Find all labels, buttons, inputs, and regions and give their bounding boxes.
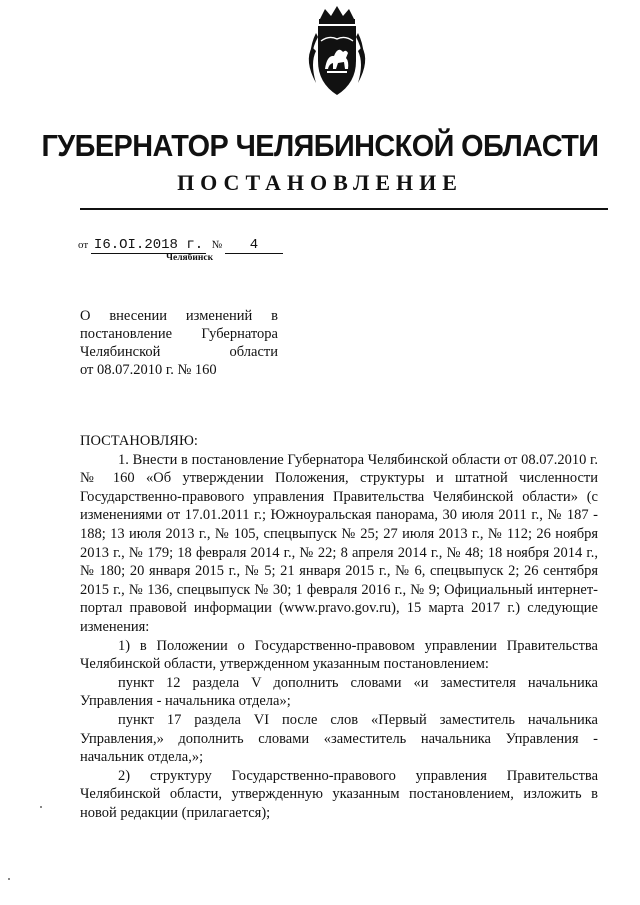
header-divider [80,208,608,210]
subject-line: Челябинской области [80,344,278,360]
coat-of-arms-icon [294,3,380,103]
date-prefix: от [78,239,89,251]
scan-speck [40,806,42,808]
document-body [80,432,598,822]
body-paragraph: 1. Внести в постановление Губернатора Челябинской области от 08.07.2010 г. № 160 «Об утверждении Положения, структуры и штатной численности Государственно-правового управления Правительства Челябинской области» (с изменениями от 17.01.2011 г.; Южноуральская панорама, 30 июля 2011 г., № 187 - 188; 13 июля 2013 г., № 105, спецвыпуск № 25; 27 июля 2013 г., № 112; 26 ноября 2013 г., № 179; 18 февраля 2014 г., № 22; 8 апреля 2014 г., № 48; 18 ноября 2014 г., № 180; 20 января 2015 г., № 5; 21 января 2015 г., № 6, спецвыпуск 2; 26 сентября 2015 г., № 136, спецвыпуск № 30; 1 февраля 2016 г., № 9; Официальный интернет-портал правовой информации (www.pravo.gov.ru), 15 марта 2017 г.) следующие изменения: [80,451,598,635]
scan-speck [8,878,10,880]
decree-word: ПОСТАНОВЛЯЮ: [80,433,198,449]
document-subject [80,307,278,379]
date-number-line [78,237,283,254]
body-paragraph: 2) структуру Государственно-правового управления Правительства Челябинской области, утвержденную указанным постановлением, изложить в новой редакции (прилагается); [80,767,598,821]
body-paragraph: пункт 12 раздела V дополнить словами «и заместителя начальника Управления - начальника отдела»; [80,674,598,710]
number-prefix: № [211,239,223,251]
document-number: 4 [225,237,283,254]
document-date: I6.OI.2018 г. [91,237,206,254]
body-paragraph: пункт 17 раздела VI после слов «Первый заместитель начальника Управления,» дополнить словами «заместитель начальника Управления - начальник отдела,»; [80,711,598,766]
subject-line: О внесении изменений в [80,308,278,324]
document-type: ПОСТАНОВЛЕНИЕ [177,170,463,195]
subject-line: постановление Губернатора [80,326,278,342]
document-city: Челябинск [166,253,214,263]
subject-line: от 08.07.2010 г. № 160 [80,362,217,378]
document-heading: ГУБЕРНАТОР ЧЕЛЯБИНСКОЙ ОБЛАСТИ [41,128,599,163]
body-paragraph: 1) в Положении о Государственно-правовом управлении Правительства Челябинской области, утвержденном указанным постановлением: [80,637,598,673]
